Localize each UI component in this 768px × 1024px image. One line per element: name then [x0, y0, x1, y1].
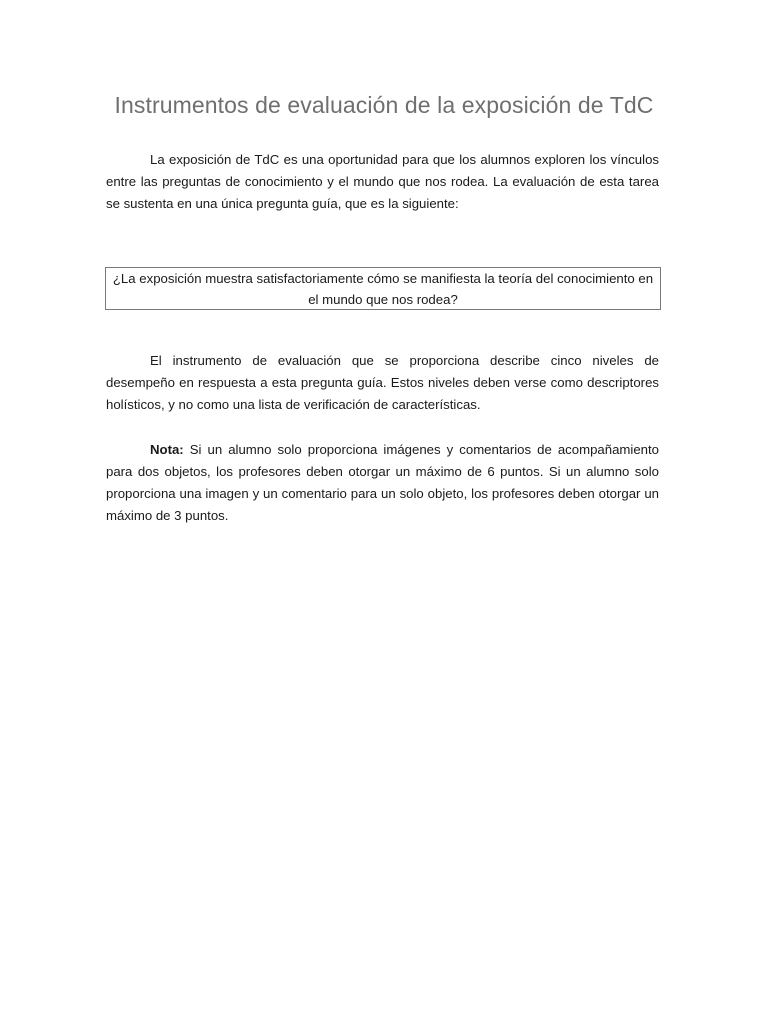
guiding-question-box — [105, 267, 661, 310]
guiding-question-text: ¿La exposición muestra satisfactoriamente cómo se manifiesta la teoría del conocimiento en el mundo que nos rodea? — [112, 271, 654, 307]
page-title: Instrumentos de evaluación de la exposición de TdC — [114, 92, 654, 118]
note-label: Nota: — [150, 442, 184, 457]
note-text: Si un alumno solo proporciona imágenes y comentarios de acompañamiento para dos objetos, los profesores deben otorgar un máximo de 6 puntos. Si un alumno solo proporciona una imagen y un comentario para un solo objeto, los profesores deben otorgar un máximo de 3 puntos. — [106, 442, 659, 523]
note-paragraph — [106, 439, 659, 527]
instrument-paragraph: El instrumento de evaluación que se proporciona describe cinco niveles de desempeño en respuesta a esta pregunta guía. Estos niveles deben verse como descriptores holísticos, y no como una lista de verificación de características. — [106, 353, 659, 412]
intro-paragraph: La exposición de TdC es una oportunidad para que los alumnos exploren los vínculos entre las preguntas de conocimiento y el mundo que nos rodea. La evaluación de esta tarea se sustenta en una única pregunta guía, que es la siguiente: — [106, 152, 659, 211]
